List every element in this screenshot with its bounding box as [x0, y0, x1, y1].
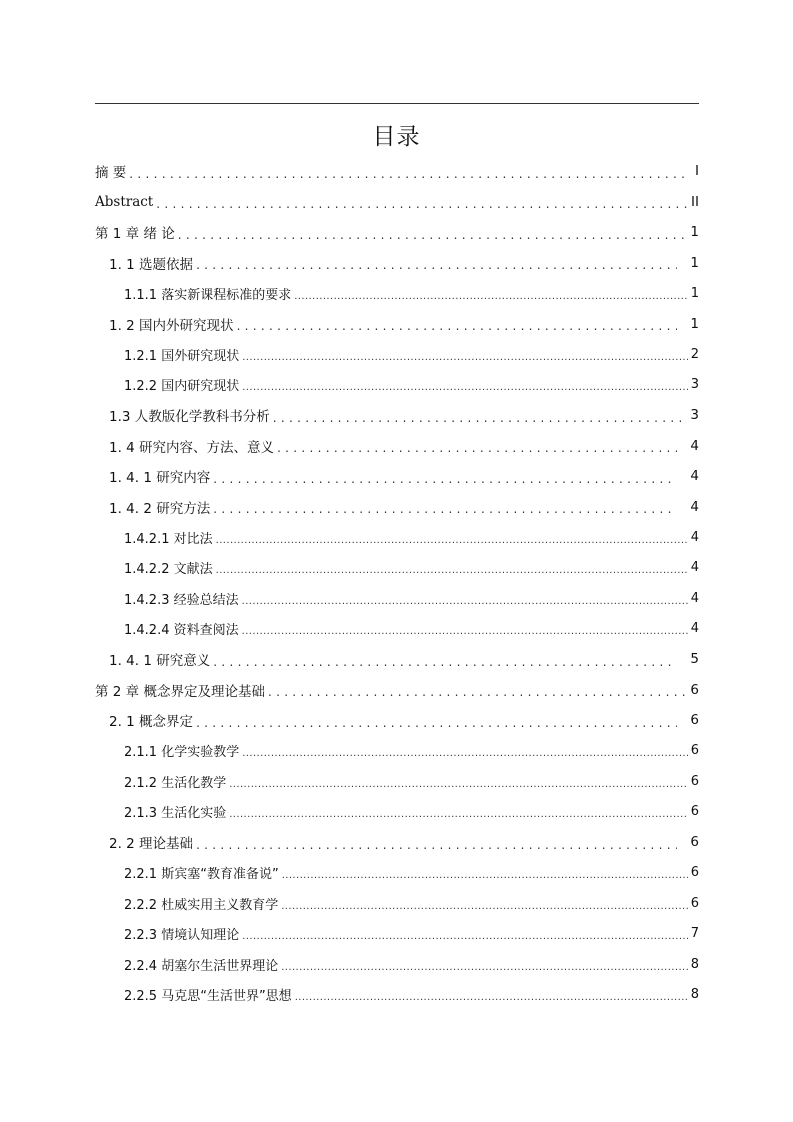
- toc-entry-label: 1.4.2.2 文献法: [124, 562, 213, 578]
- toc-leader-dots: [196, 716, 677, 736]
- toc-entry-page: 6: [690, 681, 699, 698]
- toc-entry[interactable]: [95, 675, 699, 706]
- toc-entry-page: 4: [690, 437, 699, 454]
- toc-entry[interactable]: [95, 400, 699, 431]
- toc-entry-page: 6: [690, 895, 699, 911]
- toc-leader-dots: [229, 809, 688, 827]
- toc-leader-dots: [216, 565, 688, 583]
- toc-leader-dots: [237, 319, 678, 339]
- toc-entry[interactable]: [95, 553, 699, 584]
- toc-entry-page: 4: [690, 498, 699, 515]
- toc-leader-dots: [242, 352, 688, 370]
- toc-entry[interactable]: [95, 339, 699, 370]
- toc-entry-label: 1.4.2.1 对比法: [124, 531, 213, 547]
- toc-entry[interactable]: [95, 492, 699, 523]
- toc-leader-dots: [282, 870, 688, 888]
- toc-leader-dots: [213, 502, 677, 522]
- toc-leader-dots: [295, 992, 688, 1010]
- toc-entry-label: 1. 4. 2 研究方法: [109, 500, 211, 517]
- toc-entry-label: 1.4.2.3 经验总结法: [124, 592, 239, 608]
- toc-entry-page: 6: [690, 804, 699, 820]
- toc-entry[interactable]: [95, 827, 699, 858]
- toc-entry-page: 1: [690, 285, 699, 301]
- toc-leader-dots: [178, 228, 688, 248]
- toc-entry-page: 6: [690, 743, 699, 759]
- toc-entry-page: 4: [690, 590, 699, 606]
- toc-leader-dots: [242, 382, 688, 400]
- table-of-contents: [95, 156, 699, 1010]
- toc-entry[interactable]: [95, 797, 699, 828]
- toc-leader-dots: [268, 685, 687, 705]
- toc-entry[interactable]: [95, 461, 699, 492]
- toc-entry[interactable]: [95, 736, 699, 767]
- toc-entry-label: 2.1.2 生活化教学: [124, 775, 227, 791]
- toc-entry-page: 3: [690, 407, 699, 424]
- toc-entry-label: 2.2.1 斯宾塞“教育准备说”: [124, 867, 279, 883]
- toc-leader-dots: [196, 838, 677, 858]
- page-title: 目录: [372, 124, 421, 150]
- toc-leader-dots: [213, 472, 677, 492]
- header-rule: [95, 103, 699, 104]
- toc-entry[interactable]: [95, 431, 699, 462]
- toc-leader-dots: [213, 655, 677, 675]
- toc-entry-label: 第 2 章 概念界定及理论基础: [95, 683, 265, 700]
- toc-entry-label: 2.1.3 生活化实验: [124, 806, 227, 822]
- toc-entry-page: 6: [690, 865, 699, 881]
- toc-entry[interactable]: [95, 248, 699, 279]
- toc-leader-dots: [129, 167, 688, 187]
- toc-entry-page: 8: [690, 987, 699, 1003]
- toc-entry-label: 第 1 章 绪 论: [95, 226, 175, 243]
- toc-entry-label: 2.2.5 马克思“生活世界”思想: [124, 989, 292, 1005]
- toc-entry[interactable]: [95, 614, 699, 645]
- toc-entry[interactable]: [95, 156, 699, 187]
- toc-entry-page: 2: [690, 346, 699, 362]
- toc-entry-page: 1: [690, 315, 699, 332]
- toc-leader-dots: [156, 197, 688, 217]
- toc-entry-page: 6: [690, 834, 699, 851]
- toc-entry-page: 4: [690, 560, 699, 576]
- toc-entry[interactable]: [95, 309, 699, 340]
- toc-leader-dots: [229, 779, 688, 797]
- toc-entry-page: 7: [690, 926, 699, 942]
- toc-entry-label: 2. 2 理论基础: [109, 836, 194, 853]
- toc-entry-page: 4: [690, 468, 699, 485]
- toc-entry-label: Abstract: [95, 193, 154, 210]
- toc-entry-label: 摘 要: [95, 165, 127, 182]
- toc-entry-label: 2.1.1 化学实验教学: [124, 745, 240, 761]
- toc-entry-page: 5: [690, 651, 699, 668]
- toc-entry[interactable]: [95, 370, 699, 401]
- toc-entry-label: 1.1.1 落实新课程标准的要求: [124, 287, 292, 303]
- toc-entry[interactable]: [95, 644, 699, 675]
- toc-entry-label: 1.3 人教版化学教科书分析: [109, 409, 270, 426]
- toc-entry-label: 2. 1 概念界定: [109, 714, 194, 731]
- toc-entry[interactable]: [95, 217, 699, 248]
- toc-entry[interactable]: [95, 583, 699, 614]
- toc-entry-label: 1. 4. 1 研究意义: [109, 653, 211, 670]
- toc-entry-label: 2.2.4 胡塞尔生活世界理论: [124, 958, 279, 974]
- toc-entry-page: 4: [690, 621, 699, 637]
- toc-entry-page: 1: [690, 254, 699, 271]
- toc-leader-dots: [242, 931, 688, 949]
- toc-entry-label: 1.4.2.4 资料查阅法: [124, 623, 239, 639]
- toc-entry-label: 1. 2 国内外研究现状: [109, 317, 234, 334]
- toc-entry[interactable]: [95, 522, 699, 553]
- toc-entry[interactable]: [95, 919, 699, 950]
- toc-leader-dots: [196, 258, 677, 278]
- toc-entry[interactable]: [95, 278, 699, 309]
- toc-entry-page: 1: [690, 224, 699, 241]
- toc-entry-label: 2.2.3 情境认知理论: [124, 928, 240, 944]
- toc-entry-page: 6: [690, 712, 699, 729]
- toc-entry[interactable]: [95, 187, 699, 218]
- toc-leader-dots: [216, 535, 688, 553]
- toc-entry[interactable]: [95, 705, 699, 736]
- toc-leader-dots: [294, 291, 688, 309]
- toc-entry-page: 4: [690, 529, 699, 545]
- toc-leader-dots: [281, 962, 688, 980]
- toc-entry[interactable]: [95, 766, 699, 797]
- toc-entry-label: 1.2.1 国外研究现状: [124, 348, 240, 364]
- toc-entry[interactable]: [95, 888, 699, 919]
- toc-leader-dots: [242, 626, 688, 644]
- toc-entry-page: 3: [690, 377, 699, 393]
- toc-leader-dots: [277, 441, 677, 461]
- toc-entry-page: 8: [690, 956, 699, 972]
- toc-leader-dots: [281, 901, 688, 919]
- toc-entry-label: 1.2.2 国内研究现状: [124, 379, 240, 395]
- toc-entry-label: 1. 4 研究内容、方法、意义: [109, 439, 275, 456]
- toc-entry-page: II: [691, 193, 699, 210]
- toc-leader-dots: [242, 748, 688, 766]
- toc-entry[interactable]: [95, 858, 699, 889]
- toc-entry[interactable]: [95, 949, 699, 980]
- toc-entry-label: 1. 4. 1 研究内容: [109, 470, 211, 487]
- toc-leader-dots: [242, 596, 688, 614]
- toc-entry-label: 2.2.2 杜威实用主义教育学: [124, 897, 279, 913]
- toc-entry-page: 6: [690, 773, 699, 789]
- toc-entry-label: 1. 1 选题依据: [109, 256, 194, 273]
- toc-entry-page: I: [695, 163, 699, 180]
- toc-entry[interactable]: [95, 980, 699, 1011]
- toc-leader-dots: [273, 411, 688, 431]
